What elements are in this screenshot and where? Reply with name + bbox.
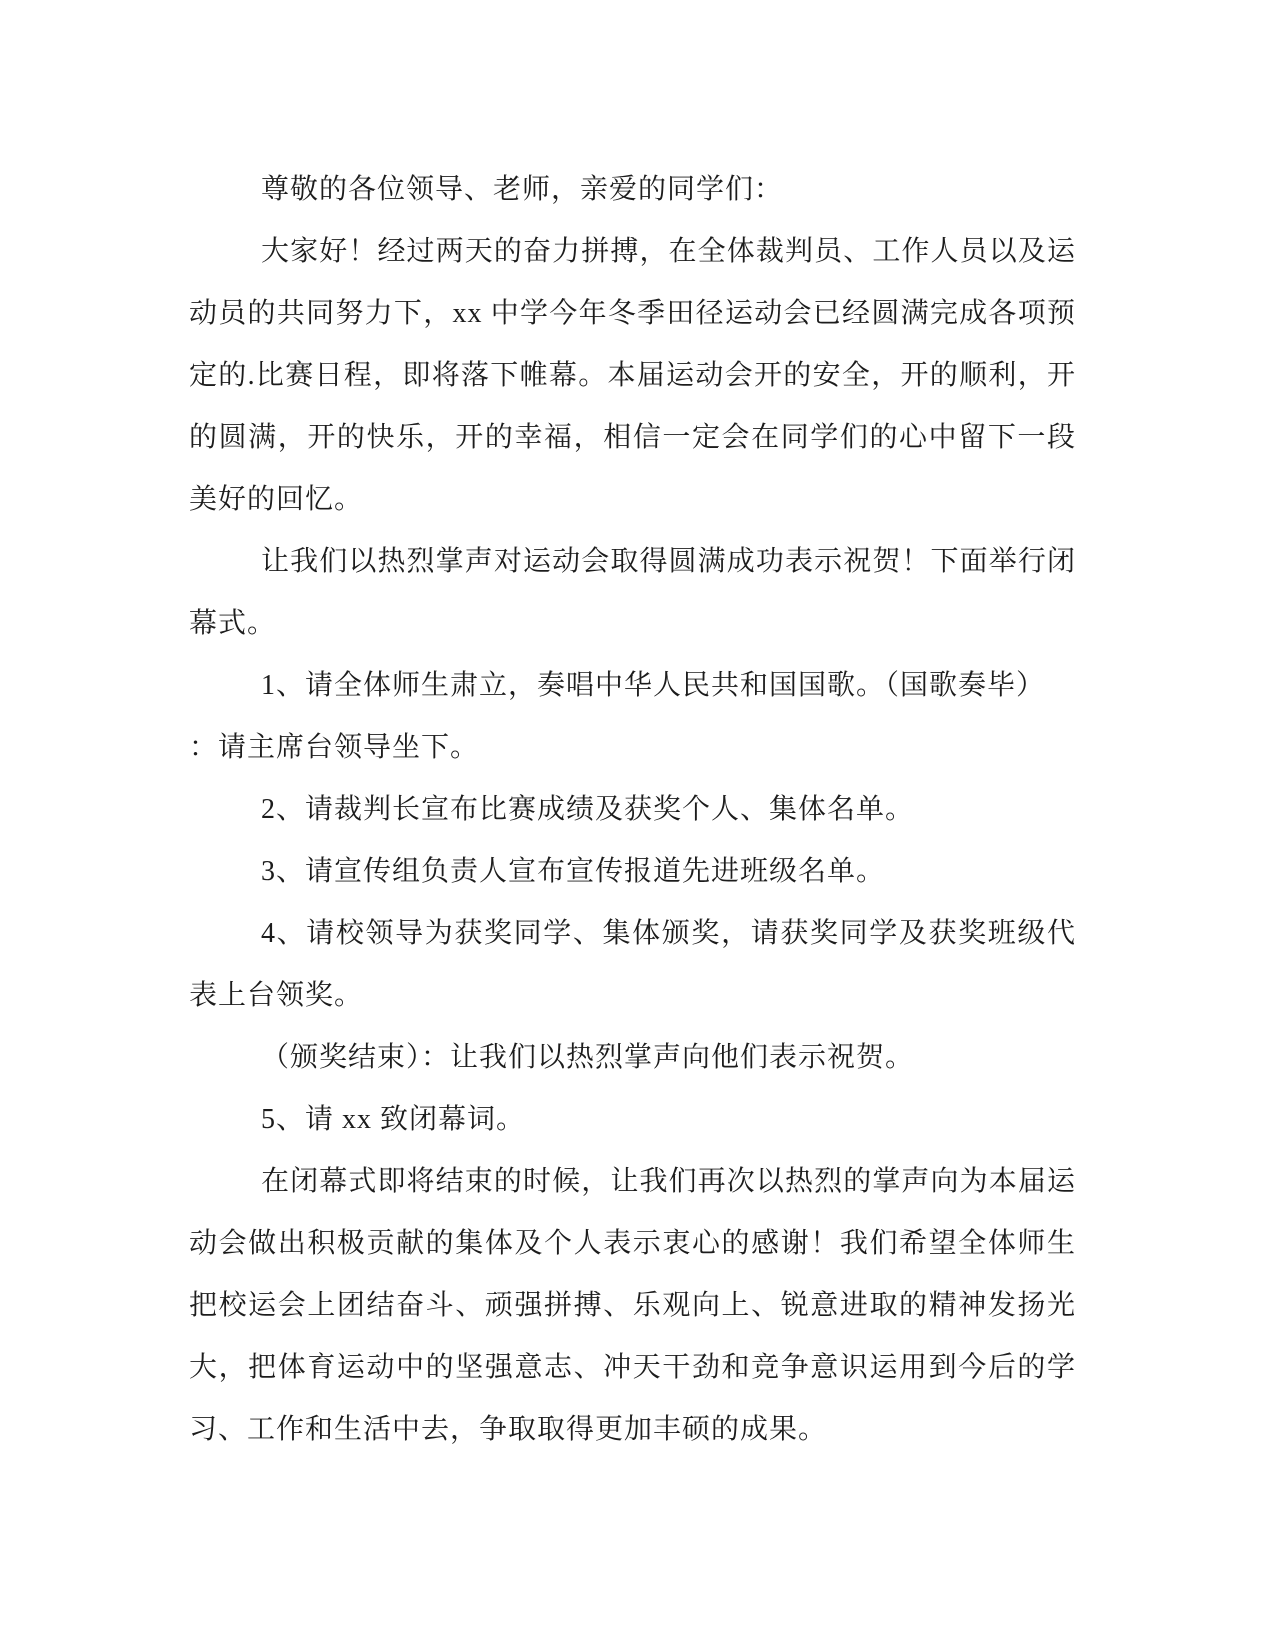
text-line: 把校运会上团结奋斗、顽强拼搏、乐观向上、锐意进取的精神发扬光 bbox=[189, 1290, 1076, 1321]
text-line: 习、工作和生活中去，争取取得更加丰硕的成果。 bbox=[189, 1414, 828, 1445]
text-line: 表上台领奖。 bbox=[189, 980, 364, 1011]
text-line: 3、请宣传组负责人宣布宣传报道先进班级名单。 bbox=[261, 856, 886, 887]
text-line: 5、请 xx 致闭幕词。 bbox=[261, 1104, 526, 1135]
text-line: 让我们以热烈掌声对运动会取得圆满成功表示祝贺！下面举行闭 bbox=[261, 546, 1076, 577]
text-line: ：请主席台领导坐下。 bbox=[189, 732, 480, 763]
text-line: 定的.比赛日程，即将落下帷幕。本届运动会开的安全，开的顺利，开 bbox=[189, 360, 1076, 391]
text-line: 2、请裁判长宣布比赛成绩及获奖个人、集体名单。 bbox=[261, 794, 915, 825]
text-line: 4、请校领导为获奖同学、集体颁奖，请获奖同学及获奖班级代 bbox=[261, 918, 1076, 949]
text-line: 1、请全体师生肃立，奏唱中华人民共和国国歌。（国歌奏毕） bbox=[261, 670, 1046, 701]
text-line: 尊敬的各位领导、老师，亲爱的同学们： bbox=[261, 174, 784, 205]
text-line: （颁奖结束）：让我们以热烈掌声向他们表示祝贺。 bbox=[261, 1042, 915, 1073]
text-line: 在闭幕式即将结束的时候，让我们再次以热烈的掌声向为本届运 bbox=[261, 1166, 1076, 1197]
text-line: 动员的共同努力下，xx 中学今年冬季田径运动会已经圆满完成各项预 bbox=[189, 298, 1076, 329]
document-text-block bbox=[189, 159, 1076, 1461]
text-line: 美好的回忆。 bbox=[189, 484, 364, 515]
text-line: 的圆满，开的快乐，开的幸福，相信一定会在同学们的心中留下一段 bbox=[189, 422, 1076, 453]
text-line: 动会做出积极贡献的集体及个人表示衷心的感谢！我们希望全体师生 bbox=[189, 1228, 1076, 1259]
text-line: 大，把体育运动中的坚强意志、冲天干劲和竞争意识运用到今后的学 bbox=[189, 1352, 1076, 1383]
text-line: 幕式。 bbox=[189, 608, 277, 639]
text-line: 大家好！经过两天的奋力拼搏，在全体裁判员、工作人员以及运 bbox=[261, 236, 1076, 267]
